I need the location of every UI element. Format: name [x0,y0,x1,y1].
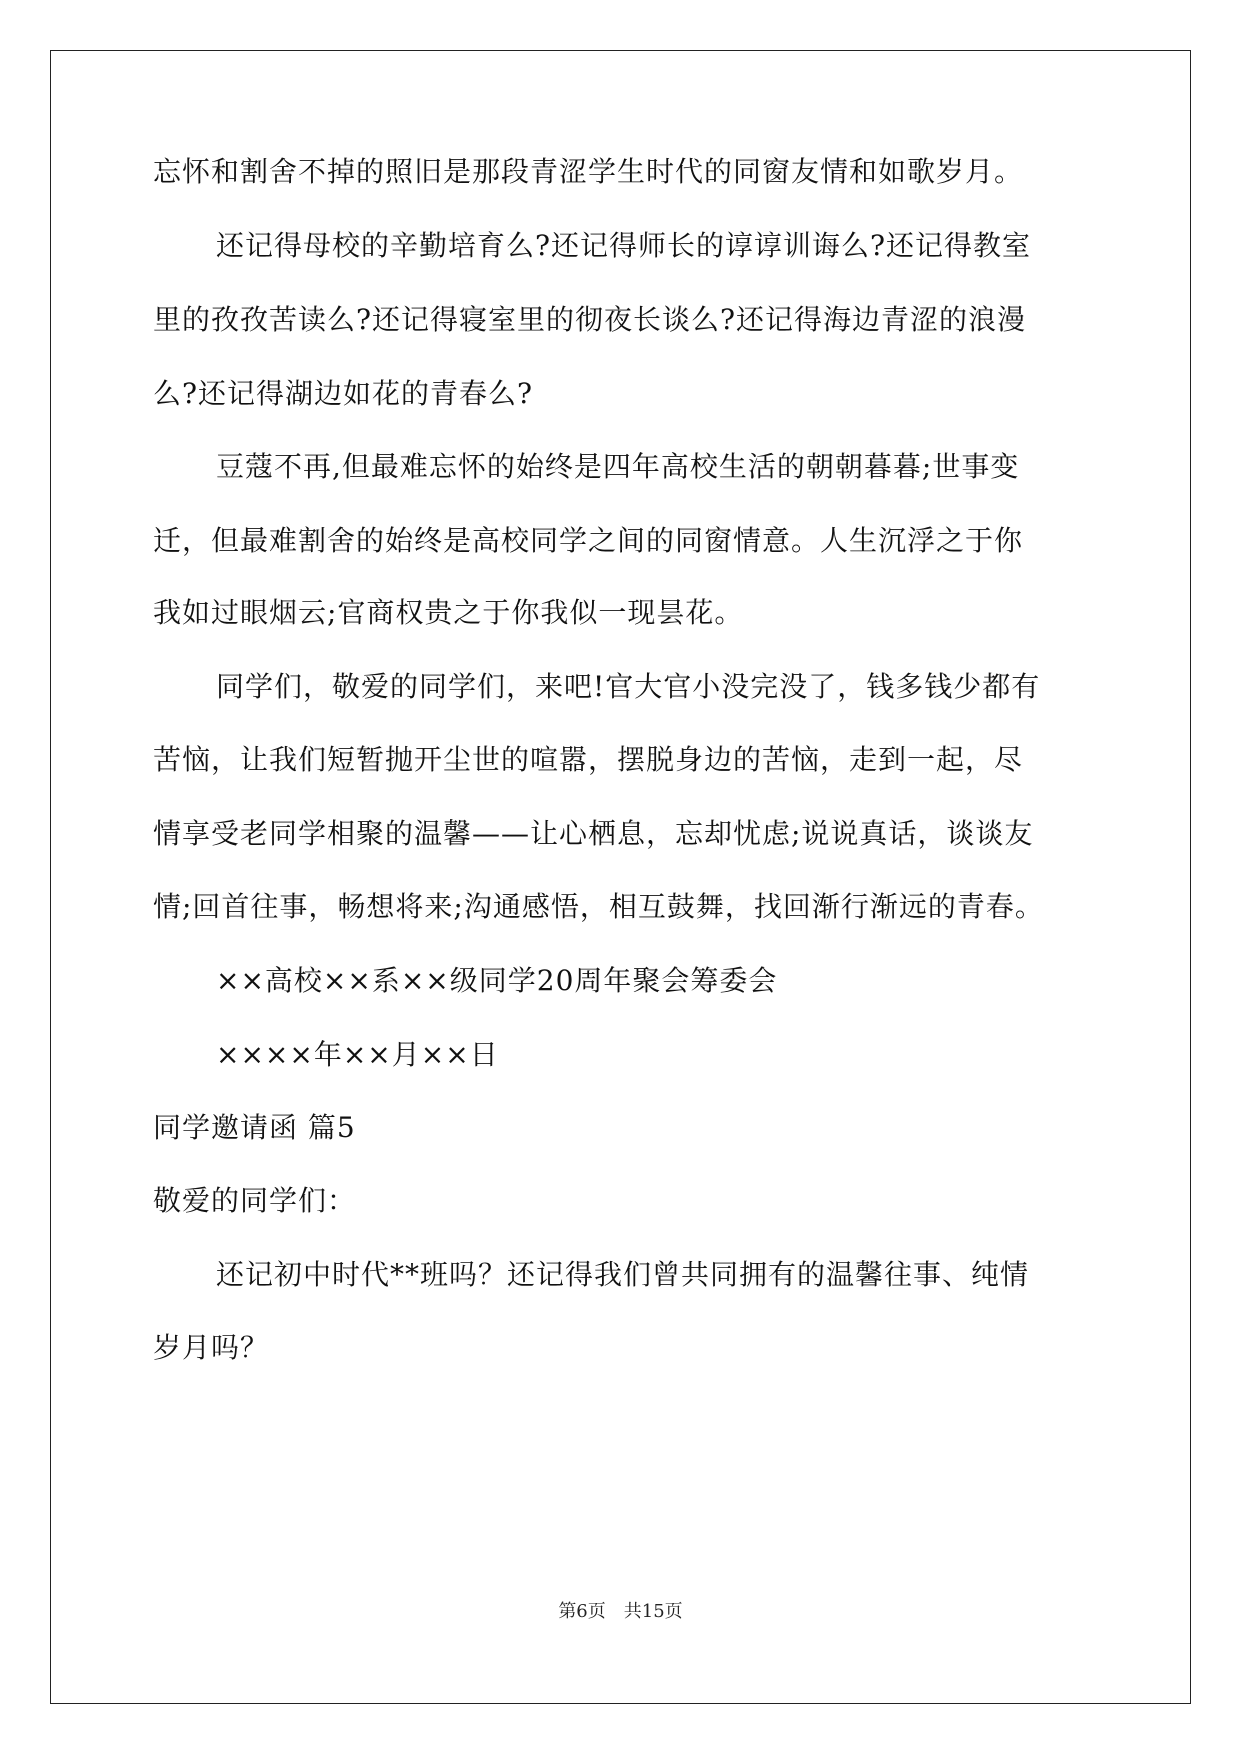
salutation: 敬爱的同学们： [153,1184,357,1217]
paragraph-line: 里的孜孜苦读么?还记得寝室里的彻夜长谈么?还记得海边青涩的浪漫 [153,303,1027,336]
paragraph-line: 迁，但最难割舍的始终是高校同学之间的同窗情意。人生沉浮之于你 [153,524,1024,557]
page-number-footer: 第6页 共15页 [558,1601,683,1622]
date-line: ××××年××月××日 [216,1038,499,1071]
paragraph-line: 豆蔻不再,但最难忘怀的始终是四年高校生活的朝朝暮暮;世事变 [216,450,1020,483]
paragraph-line: 同学们，敬爱的同学们，来吧!官大官小没完没了，钱多钱少都有 [216,670,1041,703]
paragraph-line: 岁月吗？ [153,1331,270,1364]
section-heading: 同学邀请函 篇5 [153,1111,356,1144]
paragraph-line: 么?还记得湖边如花的青春么? [153,377,534,410]
paragraph-line: 我如过眼烟云;官商权贵之于你我似一现昙花。 [153,596,744,629]
paragraph-line: 忘怀和割舍不掉的照旧是那段青涩学生时代的同窗友情和如歌岁月。 [153,155,1024,188]
page-border [50,50,1191,1704]
paragraph-line: 还记得母校的辛勤培育么?还记得师长的谆谆训诲么?还记得教室 [216,229,1032,262]
paragraph-line: 情享受老同学相聚的温馨——让心栖息，忘却忧虑;说说真话，谈谈友 [153,817,1034,850]
signature-line: ××高校××系××级同学20周年聚会筹委会 [216,964,778,997]
paragraph-line: 情;回首往事，畅想将来;沟通感悟，相互鼓舞，找回渐行渐远的青春。 [153,890,1044,923]
paragraph-line: 还记初中时代**班吗？还记得我们曾共同拥有的温馨往事、纯情 [216,1258,1030,1291]
paragraph-line: 苦恼，让我们短暂抛开尘世的喧嚣，摆脱身边的苦恼，走到一起，尽 [153,743,1024,776]
